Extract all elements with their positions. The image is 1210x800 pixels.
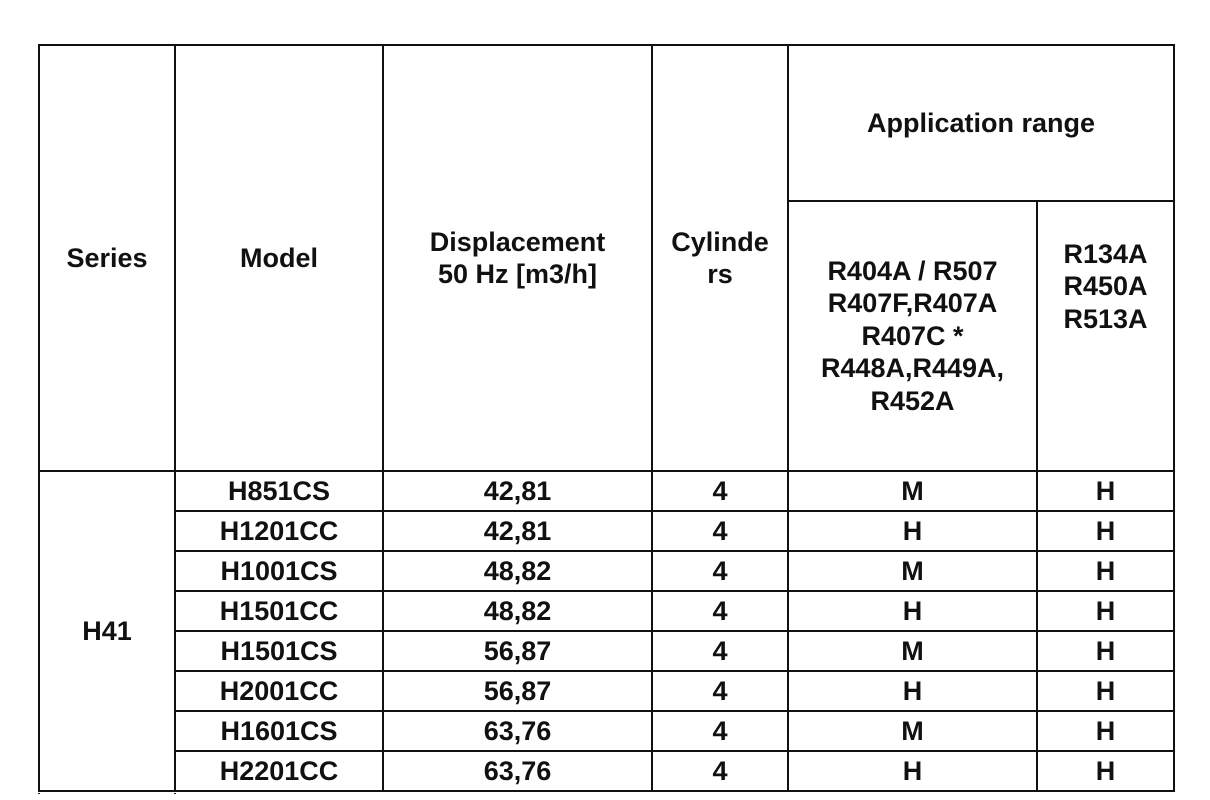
header-cylinders (652, 45, 788, 471)
range2-cell: H (1037, 671, 1174, 711)
displacement-cell: 42,81 (383, 511, 652, 551)
refrigerant-line: R450A (1063, 271, 1148, 302)
model-cell: H1501CS (175, 631, 383, 671)
displacement-cell: 48,82 (383, 591, 652, 631)
cylinders-cell: 4 (652, 671, 788, 711)
range2-cell: H (1037, 551, 1174, 591)
table-row (39, 711, 1174, 751)
range1-cell: H (788, 751, 1037, 791)
range1-cell: M (788, 631, 1037, 671)
header-refrigerants-group1 (788, 201, 1037, 471)
refrigerant-line: R404A / R507 (827, 256, 998, 287)
range2-cell: H (1037, 751, 1174, 791)
displacement-cell: 56,87 (383, 671, 652, 711)
table-row (39, 551, 1174, 591)
range2-cell: H (1037, 631, 1174, 671)
table-row (39, 671, 1174, 711)
header-displacement-line: Displacement (429, 226, 606, 257)
model-cell: H1601CS (175, 711, 383, 751)
series-cell: H41 (39, 471, 175, 791)
model-cell: H2001CC (175, 671, 383, 711)
model-cell: H851CS (175, 471, 383, 511)
range1-cell: M (788, 471, 1037, 511)
range1-cell: H (788, 671, 1037, 711)
model-cell: H1201CC (175, 511, 383, 551)
range2-cell: H (1037, 711, 1174, 751)
refrigerant-line: R134A (1063, 239, 1148, 269)
range1-cell: M (788, 551, 1037, 591)
table-row (39, 511, 1174, 551)
table-row (39, 751, 1174, 791)
header-cylinders-line: Cylinde (671, 226, 769, 257)
cylinders-cell: 4 (652, 591, 788, 631)
displacement-cell: 63,76 (383, 711, 652, 751)
refrigerant-line: R407C * (861, 320, 964, 351)
displacement-cell: 48,82 (383, 551, 652, 591)
displacement-cell: 63,76 (383, 751, 652, 791)
range1-cell: M (788, 711, 1037, 751)
table-row (39, 591, 1174, 631)
header-refrigerants-group2 (1037, 201, 1174, 471)
header-displacement (383, 45, 652, 471)
table-row (39, 471, 1174, 511)
header-application-range: Application range (788, 45, 1174, 201)
header-cylinders-line: rs (707, 259, 733, 289)
displacement-cell: 56,87 (383, 631, 652, 671)
table-row (39, 631, 1174, 671)
model-cell: H1501CC (175, 591, 383, 631)
model-cell: H1001CS (175, 551, 383, 591)
header-displacement-line: 50 Hz [m3/h] (437, 259, 598, 289)
range2-cell: H (1037, 511, 1174, 551)
range2-cell: H (1037, 471, 1174, 511)
bottom-cut-mark (38, 793, 40, 794)
header-model: Model (175, 45, 383, 471)
compressor-spec-table (38, 44, 1175, 792)
range2-cell: H (1037, 591, 1174, 631)
cylinders-cell: 4 (652, 751, 788, 791)
refrigerant-line: R407F,R407A (827, 288, 998, 319)
displacement-cell: 42,81 (383, 471, 652, 511)
refrigerant-line: R513A (1063, 303, 1148, 334)
model-cell: H2201CC (175, 751, 383, 791)
cylinders-cell: 4 (652, 511, 788, 551)
header-series: Series (39, 45, 175, 471)
refrigerant-line: R448A,R449A, (820, 353, 1005, 384)
bottom-cut-mark (174, 793, 176, 794)
cylinders-cell: 4 (652, 551, 788, 591)
cylinders-cell: 4 (652, 711, 788, 751)
refrigerant-line: R452A (870, 385, 955, 416)
cylinders-cell: 4 (652, 471, 788, 511)
range1-cell: H (788, 591, 1037, 631)
cylinders-cell: 4 (652, 631, 788, 671)
range1-cell: H (788, 511, 1037, 551)
